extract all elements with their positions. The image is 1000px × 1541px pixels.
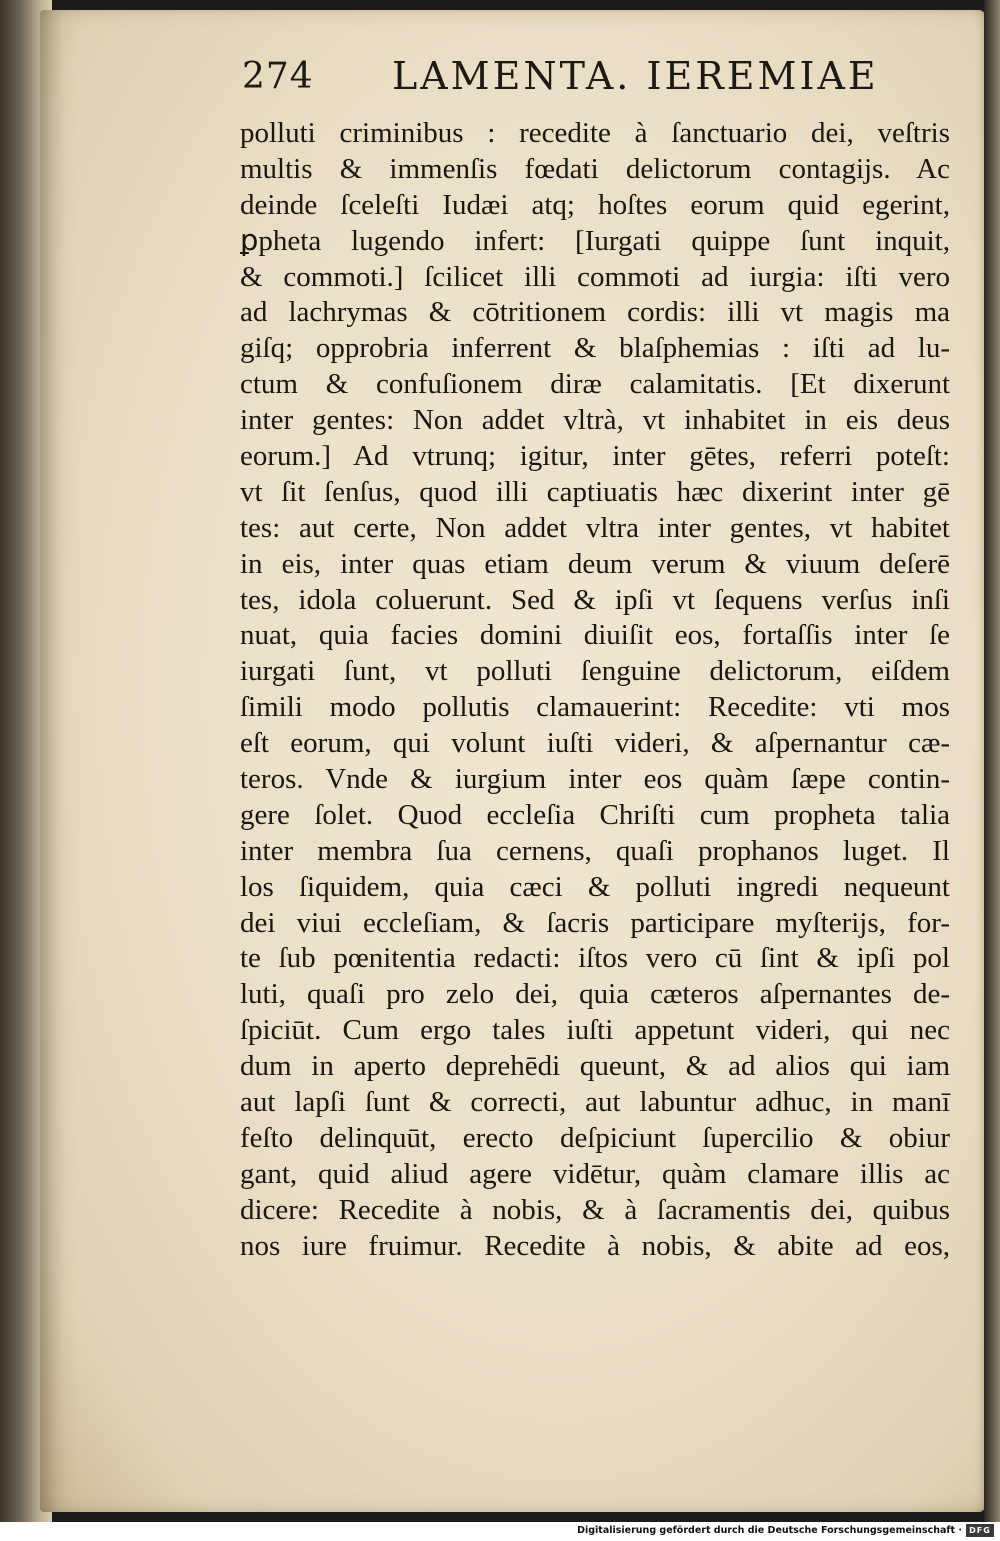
text-line: ad lachrymas & cōtritionem cordis: illi vt magis ma xyxy=(240,296,950,329)
text-line: gere ſolet. Quod eccleſia Chriſti cum propheta talia xyxy=(240,798,950,831)
text-line: luti, quaſi pro zelo dei, quia cæteros aſpernantes de- xyxy=(240,978,950,1011)
running-head: LAMENTA. IEREMIAE xyxy=(392,54,879,98)
text-line: tes: aut certe, Non addet vltra inter gentes, vt habitet xyxy=(240,511,950,544)
text-line: ſpiciūt. Cum ergo tales iuſti appetunt videri, qui nec xyxy=(240,1014,950,1047)
book-right-edge xyxy=(984,0,1000,1522)
text-line: ctum & confuſionem diræ calamitatis. [Et dixerunt xyxy=(240,368,950,401)
text-line: aut lapſi ſunt & correcti, aut labuntur adhuc, in manī xyxy=(240,1086,950,1119)
text-line: iurgati ſunt, vt polluti ſenguine delictorum, eiſdem xyxy=(240,655,950,688)
text-line: multis & immenſis fœdati delictorum contagijs. Ac xyxy=(240,152,950,185)
text-line: tes, idola coluerunt. Sed & ipſi vt ſequens verſus inſi xyxy=(240,583,950,616)
footer-band xyxy=(0,1522,1000,1541)
text-line: ſimili modo pollutis clamauerint: Recedite: vti mos xyxy=(240,691,950,724)
text-line: eſt eorum, qui volunt iuſti videri, & aſpernantur cæ- xyxy=(240,727,950,760)
text-line: gant, quid aliud agere vidētur, quàm clamare illis ac xyxy=(240,1157,950,1190)
text-line: vt ſit ſenſus, quod illi captiuatis hæc dixerint inter gē xyxy=(240,475,950,508)
page-header xyxy=(242,50,942,110)
text-line: eorum.] Ad vtrunq; igitur, inter gētes, referri poteſt: xyxy=(240,440,950,473)
body-text xyxy=(240,116,950,1265)
text-line: in eis, inter quas etiam deum verum & viuum deſerē xyxy=(240,547,950,580)
page-number: 274 xyxy=(242,56,314,97)
text-line: giſq; opprobria inferrent & blaſphemias : iſti ad lu- xyxy=(240,332,950,365)
dfg-logo: DFG xyxy=(966,1524,994,1537)
text-line: inter membra ſua cernens, quaſi prophanos luget. Il xyxy=(240,834,950,867)
text-line: dum in aperto deprehēdi queunt, & ad alios qui iam xyxy=(240,1050,950,1083)
text-line: dei viui eccleſiam, & ſacris participare myſterijs, for- xyxy=(240,906,950,939)
text-line: feſto delinquūt, erecto deſpiciunt ſupercilio & obiur xyxy=(240,1121,950,1154)
text-line: nos iure fruimur. Recedite à nobis, & abite ad eos, xyxy=(240,1229,950,1262)
text-line: los ſiquidem, quia cæci & polluti ingredi nequeunt xyxy=(240,870,950,903)
text-line: deinde ſceleſti Iudæi atq; hoſtes eorum quid egerint, xyxy=(240,188,950,221)
text-line: te ſub pœnitentia redacti: iſtos vero cū ſint & ipſi pol xyxy=(240,942,950,975)
text-line: nuat, quia facies domini diuiſit eos, fortaſſis inter ſe xyxy=(240,619,950,652)
funding-credit: Digitalisierung gefördert durch die Deutsche Forschungsgemeinschaft · xyxy=(577,1525,962,1536)
text-line: dicere: Recedite à nobis, & à ſacramentis dei, quibus xyxy=(240,1193,950,1226)
text-line: & commoti.] ſcilicet illi commoti ad iurgia: iſti vero xyxy=(240,260,950,293)
text-line: ꝑpheta lugendo infert: [Iurgati quippe ſunt inquit, xyxy=(240,224,950,257)
text-line: inter gentes: Non addet vltrà, vt inhabitet in eis deus xyxy=(240,404,950,437)
text-line: polluti criminibus : recedite à ſanctuario dei, veſtris xyxy=(240,117,950,149)
text-line: teros. Vnde & iurgium inter eos quàm ſæpe contin- xyxy=(240,763,950,796)
